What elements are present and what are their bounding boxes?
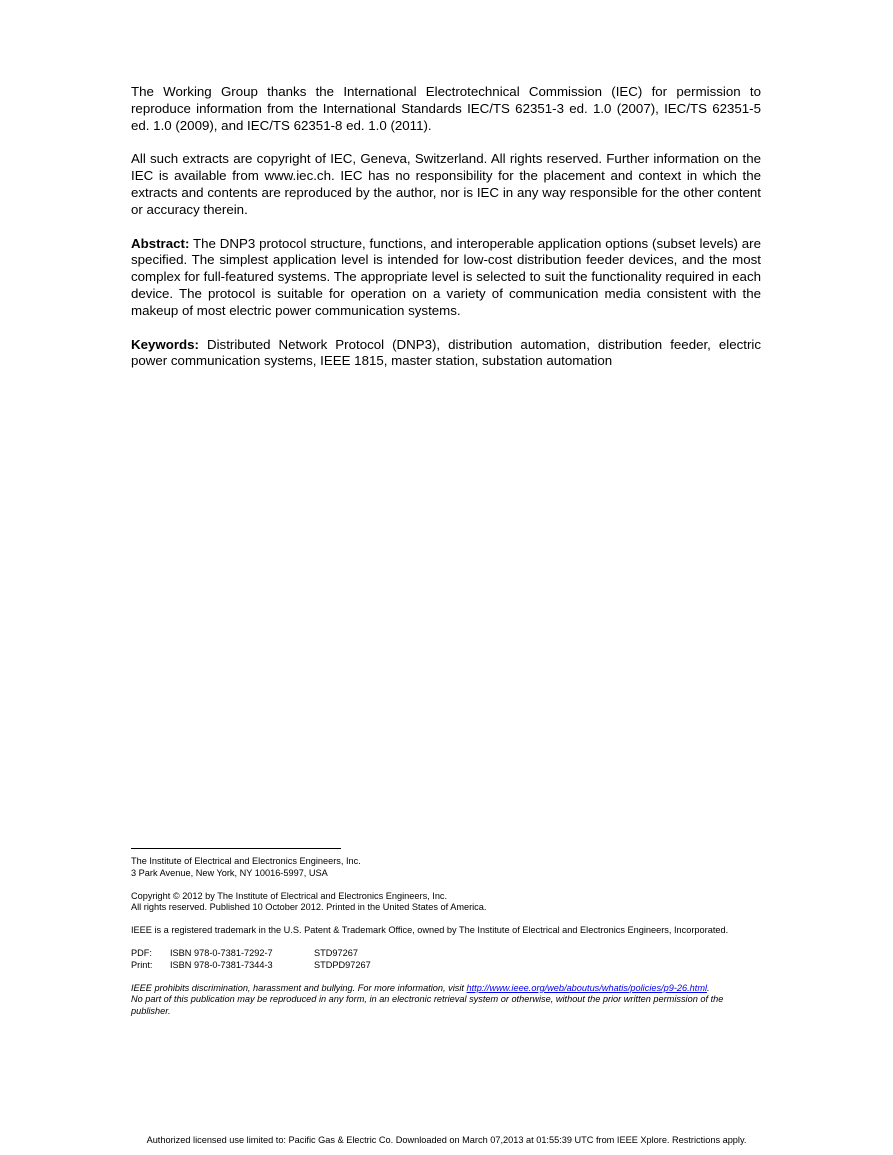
- iec-copyright-paragraph: All such extracts are copyright of IEC, Geneva, Switzerland. All rights reserved. Further information on the IEC is available from www.iec.ch. IEC has no responsibility for the placement and context in which the extracts and contents are reproduced by the author, nor is IEC in any way responsible for the other content or accuracy therein.: [131, 151, 761, 217]
- rights-line: All rights reserved. Published 10 October 2012. Printed in the United States of America.: [131, 902, 487, 913]
- trademark-text: IEEE is a registered trademark in the U.S. Patent & Trademark Office, owned by The Institute of Electrical and Electronics Engineers, Incorporated.: [131, 925, 729, 936]
- policy-suffix: .: [707, 982, 710, 993]
- copyright-line: Copyright © 2012 by The Institute of Electrical and Electronics Engineers, Inc.: [131, 890, 448, 901]
- keywords-label: Keywords:: [131, 336, 199, 352]
- authorized-use-notice: Authorized licensed use limited to: Pacific Gas & Electric Co. Downloaded on March 07,2013 at 01:55:39 UTC from IEEE Xplore. Restrictions apply.: [146, 1135, 747, 1145]
- isbn-row: [131, 960, 761, 972]
- keywords-paragraph: [131, 337, 761, 371]
- trademark-notice: [131, 925, 761, 937]
- isbn-format: Print:: [131, 959, 153, 970]
- publisher-address: [131, 856, 761, 880]
- policy-notice: [131, 983, 761, 1018]
- isbn-row: [131, 948, 761, 960]
- copyright-notice: [131, 891, 761, 915]
- isbn-list: [131, 948, 761, 972]
- publisher-name: The Institute of Electrical and Electronics Engineers, Inc.: [131, 856, 361, 866]
- iec-acknowledgment-paragraph: The Working Group thanks the International Electrotechnical Commission (IEC) for permission to reproduce information from the International Standards IEC/TS 62351-3 ed. 1.0 (2007), IEC/TS 62351-5 ed. 1.0 (2009), and IEC/TS 62351-8 ed. 1.0 (2011).: [131, 84, 761, 133]
- isbn-number: ISBN 978-0-7381-7344-3: [170, 959, 273, 970]
- policy-link[interactable]: http://www.ieee.org/web/aboutus/whatis/policies/p9-26.html: [466, 982, 708, 993]
- abstract-text: The DNP3 protocol structure, functions, and interoperable application options (subset levels) are specified. The simplest application level is intended for low-cost distribution feeder devices, and the most complex for full-featured systems. The appropriate level is selected to suit the functionality required in each device. The protocol is suitable for operation on a variety of communication media consistent with the makeup of most electric power communication systems.: [131, 235, 761, 318]
- abstract-paragraph: [131, 236, 761, 320]
- footnotes: [131, 848, 761, 1018]
- isbn-format: PDF:: [131, 947, 152, 958]
- abstract-label: Abstract:: [131, 235, 190, 251]
- policy-text: [131, 983, 761, 995]
- document-body: [131, 84, 761, 387]
- reproduction-notice: No part of this publication may be reproduced in any form, in an electronic retrieval system or otherwise, without the prior written permission of the publisher.: [131, 994, 724, 1017]
- stock-code: STD97267: [314, 947, 358, 958]
- policy-prefix: IEEE prohibits discrimination, harassment and bullying. For more information, visit: [131, 982, 467, 993]
- stock-code: STDPD97267: [314, 959, 371, 970]
- footnote-divider: [131, 848, 341, 849]
- keywords-text: Distributed Network Protocol (DNP3), distribution automation, distribution feeder, electric power communication systems, IEEE 1815, master station, substation automation: [131, 336, 761, 369]
- isbn-number: ISBN 978-0-7381-7292-7: [170, 947, 273, 958]
- publisher-street: 3 Park Avenue, New York, NY 10016-5997, USA: [131, 867, 328, 878]
